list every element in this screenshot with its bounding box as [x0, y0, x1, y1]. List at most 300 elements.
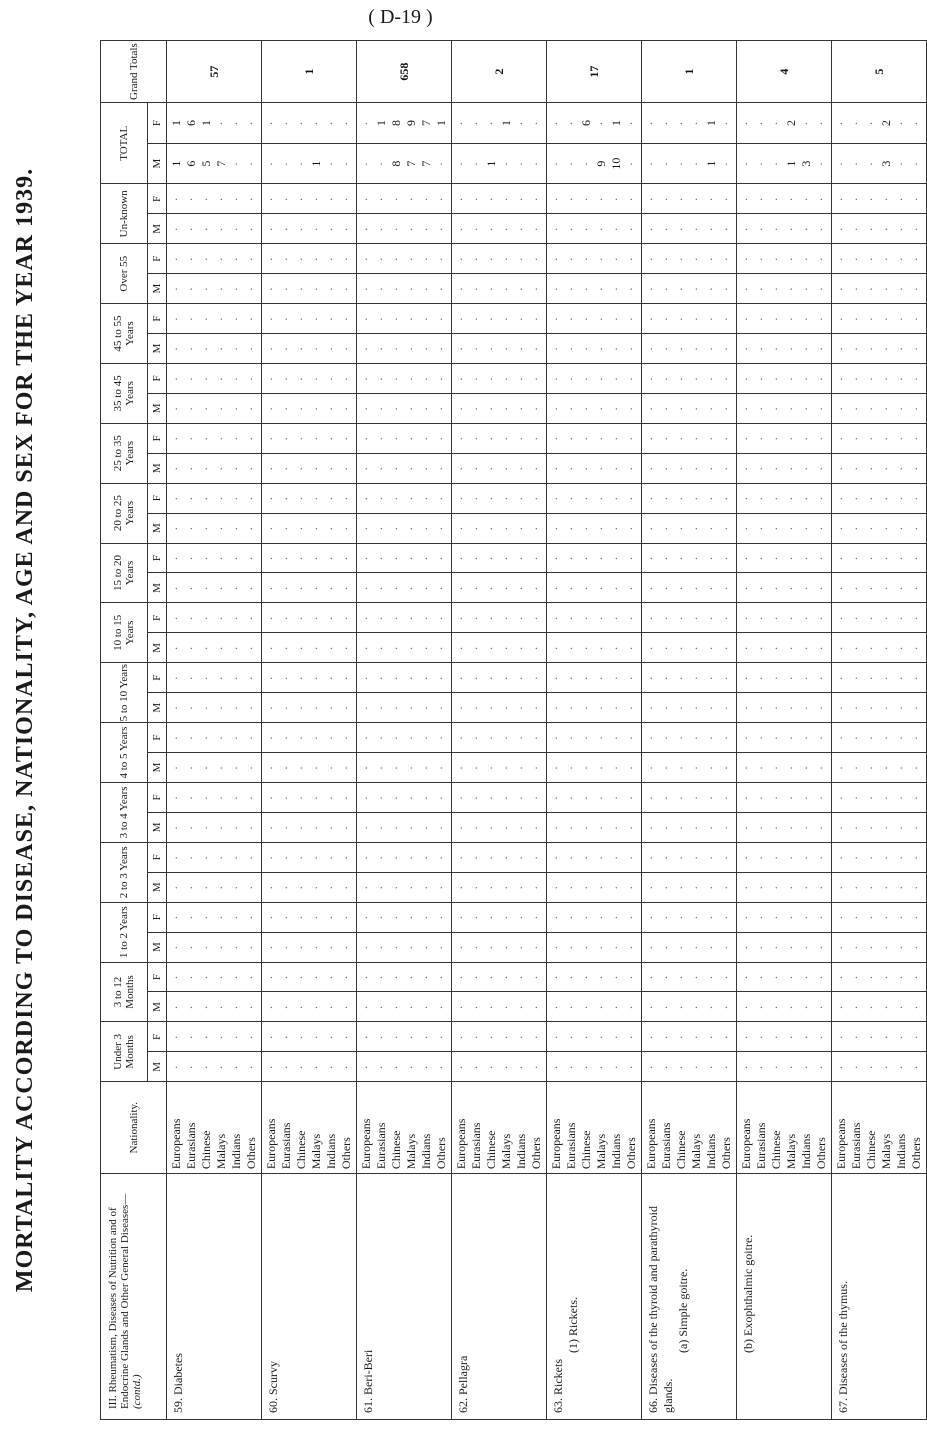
- empty-mark: ·: [469, 405, 483, 411]
- empty-mark: ·: [719, 615, 733, 621]
- empty-mark: ·: [814, 435, 828, 441]
- empty-mark: ·: [549, 884, 563, 890]
- empty-mark: ·: [594, 615, 608, 621]
- age-value-cell: [547, 753, 642, 783]
- empty-mark: ·: [834, 196, 848, 202]
- empty-mark: ·: [644, 854, 658, 860]
- age-header: 2 to 3 Years: [101, 842, 148, 902]
- empty-mark: ·: [454, 1004, 468, 1010]
- male-header: M: [148, 453, 167, 483]
- empty-mark: ·: [454, 226, 468, 232]
- empty-mark: ·: [754, 375, 768, 381]
- empty-mark: ·: [469, 495, 483, 501]
- empty-mark: ·: [849, 196, 863, 202]
- empty-mark: ·: [704, 585, 718, 591]
- empty-mark: ·: [469, 854, 483, 860]
- total-female-cell: [547, 103, 642, 144]
- empty-mark: ·: [184, 854, 198, 860]
- empty-mark: ·: [739, 1004, 753, 1010]
- total-value: ·: [309, 120, 323, 126]
- empty-mark: ·: [514, 585, 528, 591]
- age-value-cell: [167, 753, 262, 783]
- empty-mark: ·: [834, 735, 848, 741]
- empty-mark: ·: [294, 1004, 308, 1010]
- empty-mark: ·: [244, 346, 258, 352]
- empty-mark: ·: [184, 375, 198, 381]
- empty-mark: ·: [214, 286, 228, 292]
- empty-mark: ·: [894, 1064, 908, 1070]
- empty-mark: ·: [199, 794, 213, 800]
- age-value-cell: [167, 573, 262, 603]
- empty-mark: ·: [754, 675, 768, 681]
- empty-mark: ·: [294, 645, 308, 651]
- empty-mark: ·: [454, 375, 468, 381]
- empty-mark: ·: [514, 645, 528, 651]
- male-header: M: [148, 1052, 167, 1082]
- empty-mark: ·: [644, 914, 658, 920]
- empty-mark: ·: [849, 465, 863, 471]
- empty-mark: ·: [849, 375, 863, 381]
- empty-mark: ·: [529, 705, 543, 711]
- empty-mark: ·: [434, 465, 448, 471]
- empty-mark: ·: [404, 525, 418, 531]
- age-value-cell: [832, 902, 927, 932]
- empty-mark: ·: [454, 705, 468, 711]
- empty-mark: ·: [264, 435, 278, 441]
- empty-mark: ·: [549, 405, 563, 411]
- total-value: ·: [864, 120, 878, 126]
- total-value: ·: [324, 161, 338, 167]
- empty-mark: ·: [294, 465, 308, 471]
- empty-mark: ·: [689, 435, 703, 441]
- age-value-cell: [167, 633, 262, 663]
- nationality-label: Malays: [594, 1133, 608, 1170]
- age-value-cell: [737, 214, 832, 244]
- empty-mark: ·: [169, 435, 183, 441]
- empty-mark: ·: [359, 405, 373, 411]
- empty-mark: ·: [799, 435, 813, 441]
- age-value-cell: [262, 244, 357, 274]
- empty-mark: ·: [769, 316, 783, 322]
- empty-mark: ·: [579, 794, 593, 800]
- empty-mark: ·: [339, 1064, 353, 1070]
- total-value: ·: [739, 161, 753, 167]
- empty-mark: ·: [834, 1004, 848, 1010]
- empty-mark: ·: [184, 256, 198, 262]
- total-male-cell: [642, 143, 737, 184]
- empty-mark: ·: [689, 375, 703, 381]
- empty-mark: ·: [564, 765, 578, 771]
- empty-mark: ·: [339, 645, 353, 651]
- empty-mark: ·: [434, 405, 448, 411]
- empty-mark: ·: [719, 884, 733, 890]
- empty-mark: ·: [484, 316, 498, 322]
- empty-mark: ·: [264, 525, 278, 531]
- age-value-cell: [642, 633, 737, 663]
- male-header: M: [148, 992, 167, 1022]
- empty-mark: ·: [644, 286, 658, 292]
- nationality-label: Chinese: [484, 1130, 498, 1170]
- age-value-cell: [452, 753, 547, 783]
- empty-mark: ·: [529, 435, 543, 441]
- empty-mark: ·: [864, 465, 878, 471]
- empty-mark: ·: [879, 226, 893, 232]
- empty-mark: ·: [279, 465, 293, 471]
- empty-mark: ·: [199, 555, 213, 561]
- empty-mark: ·: [659, 645, 673, 651]
- nationality-cell: [452, 1082, 547, 1174]
- empty-mark: ·: [469, 525, 483, 531]
- empty-mark: ·: [564, 1034, 578, 1040]
- empty-mark: ·: [659, 884, 673, 890]
- empty-mark: ·: [674, 914, 688, 920]
- total-value: ·: [849, 120, 863, 126]
- empty-mark: ·: [324, 884, 338, 890]
- empty-mark: ·: [279, 256, 293, 262]
- empty-mark: ·: [214, 226, 228, 232]
- total-value: ·: [579, 161, 593, 167]
- empty-mark: ·: [294, 585, 308, 591]
- age-value-cell: [642, 453, 737, 483]
- empty-mark: ·: [909, 1004, 923, 1010]
- empty-mark: ·: [419, 405, 433, 411]
- empty-mark: ·: [799, 256, 813, 262]
- empty-mark: ·: [169, 1034, 183, 1040]
- age-value-cell: [737, 1052, 832, 1082]
- empty-mark: ·: [894, 435, 908, 441]
- male-header: M: [148, 753, 167, 783]
- age-value-cell: [167, 453, 262, 483]
- empty-mark: ·: [719, 824, 733, 830]
- empty-mark: ·: [754, 226, 768, 232]
- empty-mark: ·: [339, 316, 353, 322]
- empty-mark: ·: [864, 675, 878, 681]
- empty-mark: ·: [799, 1004, 813, 1010]
- empty-mark: ·: [624, 1034, 638, 1040]
- empty-mark: ·: [434, 615, 448, 621]
- empty-mark: ·: [374, 1034, 388, 1040]
- empty-mark: ·: [769, 555, 783, 561]
- age-value-cell: [737, 932, 832, 962]
- empty-mark: ·: [644, 705, 658, 711]
- disease-name: 67. Diseases of the thymus.: [836, 1281, 850, 1413]
- empty-mark: ·: [199, 435, 213, 441]
- empty-mark: ·: [374, 645, 388, 651]
- empty-mark: ·: [579, 435, 593, 441]
- empty-mark: ·: [359, 974, 373, 980]
- empty-mark: ·: [739, 226, 753, 232]
- empty-mark: ·: [499, 735, 513, 741]
- empty-mark: ·: [769, 824, 783, 830]
- empty-mark: ·: [909, 914, 923, 920]
- age-value-cell: [642, 304, 737, 334]
- empty-mark: ·: [469, 974, 483, 980]
- empty-mark: ·: [484, 256, 498, 262]
- empty-mark: ·: [499, 944, 513, 950]
- empty-mark: ·: [609, 914, 623, 920]
- total-value: ·: [659, 161, 673, 167]
- total-value: ·: [499, 161, 513, 167]
- empty-mark: ·: [624, 286, 638, 292]
- disease-cell: [167, 1174, 262, 1420]
- empty-mark: ·: [184, 1034, 198, 1040]
- empty-mark: ·: [689, 974, 703, 980]
- empty-mark: ·: [689, 316, 703, 322]
- age-value-cell: [547, 244, 642, 274]
- empty-mark: ·: [454, 645, 468, 651]
- age-value-cell: [452, 782, 547, 812]
- age-value-cell: [737, 723, 832, 753]
- empty-mark: ·: [644, 256, 658, 262]
- empty-mark: ·: [689, 226, 703, 232]
- empty-mark: ·: [339, 495, 353, 501]
- empty-mark: ·: [579, 765, 593, 771]
- empty-mark: ·: [674, 585, 688, 591]
- empty-mark: ·: [469, 316, 483, 322]
- empty-mark: ·: [389, 435, 403, 441]
- empty-mark: ·: [689, 465, 703, 471]
- empty-mark: ·: [469, 645, 483, 651]
- empty-mark: ·: [309, 884, 323, 890]
- empty-mark: ·: [244, 196, 258, 202]
- table-row: [357, 41, 452, 1420]
- age-value-cell: [357, 902, 452, 932]
- age-value-cell: [167, 334, 262, 364]
- empty-mark: ·: [469, 794, 483, 800]
- empty-mark: ·: [624, 226, 638, 232]
- empty-mark: ·: [434, 346, 448, 352]
- grand-totals-header: Grand Totals: [101, 41, 167, 103]
- empty-mark: ·: [214, 645, 228, 651]
- empty-mark: ·: [389, 555, 403, 561]
- empty-mark: ·: [309, 765, 323, 771]
- page-number: ( D-19 ): [368, 6, 433, 28]
- empty-mark: ·: [799, 794, 813, 800]
- empty-mark: ·: [689, 555, 703, 561]
- empty-mark: ·: [719, 286, 733, 292]
- empty-mark: ·: [784, 765, 798, 771]
- empty-mark: ·: [739, 944, 753, 950]
- empty-mark: ·: [454, 585, 468, 591]
- empty-mark: ·: [484, 854, 498, 860]
- empty-mark: ·: [324, 735, 338, 741]
- empty-mark: ·: [529, 226, 543, 232]
- empty-mark: ·: [849, 405, 863, 411]
- age-value-cell: [357, 453, 452, 483]
- total-value: ·: [769, 120, 783, 126]
- female-header: F: [148, 663, 167, 693]
- empty-mark: ·: [514, 1004, 528, 1010]
- empty-mark: ·: [689, 1064, 703, 1070]
- empty-mark: ·: [279, 525, 293, 531]
- empty-mark: ·: [484, 226, 498, 232]
- age-value-cell: [452, 1022, 547, 1052]
- empty-mark: ·: [484, 645, 498, 651]
- empty-mark: ·: [229, 525, 243, 531]
- female-header: F: [148, 962, 167, 992]
- empty-mark: ·: [184, 585, 198, 591]
- empty-mark: ·: [389, 705, 403, 711]
- empty-mark: ·: [529, 375, 543, 381]
- nationality-label: Indians: [324, 1133, 338, 1170]
- empty-mark: ·: [309, 675, 323, 681]
- empty-mark: ·: [754, 196, 768, 202]
- empty-mark: ·: [739, 1064, 753, 1070]
- empty-mark: ·: [609, 1004, 623, 1010]
- nationality-label: Chinese: [769, 1130, 783, 1170]
- age-value-cell: [262, 723, 357, 753]
- empty-mark: ·: [419, 1034, 433, 1040]
- empty-mark: ·: [719, 555, 733, 561]
- empty-mark: ·: [549, 765, 563, 771]
- age-value-cell: [642, 782, 737, 812]
- empty-mark: ·: [279, 645, 293, 651]
- empty-mark: ·: [184, 914, 198, 920]
- empty-mark: ·: [514, 375, 528, 381]
- empty-mark: ·: [484, 794, 498, 800]
- empty-mark: ·: [674, 765, 688, 771]
- empty-mark: ·: [184, 944, 198, 950]
- empty-mark: ·: [799, 585, 813, 591]
- empty-mark: ·: [894, 615, 908, 621]
- empty-mark: ·: [564, 316, 578, 322]
- male-header: M: [148, 693, 167, 723]
- empty-mark: ·: [689, 346, 703, 352]
- empty-mark: ·: [624, 794, 638, 800]
- age-value-cell: [167, 812, 262, 842]
- empty-mark: ·: [624, 705, 638, 711]
- empty-mark: ·: [834, 525, 848, 531]
- empty-mark: ·: [769, 525, 783, 531]
- empty-mark: ·: [469, 375, 483, 381]
- empty-mark: ·: [624, 765, 638, 771]
- empty-mark: ·: [214, 675, 228, 681]
- empty-mark: ·: [454, 765, 468, 771]
- empty-mark: ·: [339, 555, 353, 561]
- age-header: 5 to 10 Years: [101, 663, 148, 723]
- empty-mark: ·: [389, 794, 403, 800]
- age-value-cell: [547, 543, 642, 573]
- empty-mark: ·: [419, 854, 433, 860]
- empty-mark: ·: [324, 375, 338, 381]
- empty-mark: ·: [609, 824, 623, 830]
- empty-mark: ·: [324, 1064, 338, 1070]
- empty-mark: ·: [624, 256, 638, 262]
- disease-name: 61. Beri-Beri: [361, 1349, 375, 1413]
- empty-mark: ·: [549, 735, 563, 741]
- empty-mark: ·: [579, 914, 593, 920]
- empty-mark: ·: [484, 765, 498, 771]
- empty-mark: ·: [419, 375, 433, 381]
- empty-mark: ·: [784, 555, 798, 561]
- age-value-cell: [547, 423, 642, 453]
- empty-mark: ·: [579, 974, 593, 980]
- age-value-cell: [262, 992, 357, 1022]
- empty-mark: ·: [339, 405, 353, 411]
- empty-mark: ·: [214, 735, 228, 741]
- empty-mark: ·: [624, 525, 638, 531]
- empty-mark: ·: [389, 884, 403, 890]
- empty-mark: ·: [169, 914, 183, 920]
- empty-mark: ·: [689, 256, 703, 262]
- empty-mark: ·: [909, 286, 923, 292]
- empty-mark: ·: [454, 196, 468, 202]
- empty-mark: ·: [579, 1004, 593, 1010]
- empty-mark: ·: [214, 765, 228, 771]
- empty-mark: ·: [184, 465, 198, 471]
- empty-mark: ·: [564, 675, 578, 681]
- empty-mark: ·: [769, 944, 783, 950]
- empty-mark: ·: [849, 615, 863, 621]
- empty-mark: ·: [229, 555, 243, 561]
- age-value-cell: [452, 962, 547, 992]
- empty-mark: ·: [374, 854, 388, 860]
- empty-mark: ·: [909, 944, 923, 950]
- empty-mark: ·: [579, 735, 593, 741]
- empty-mark: ·: [894, 405, 908, 411]
- empty-mark: ·: [879, 555, 893, 561]
- empty-mark: ·: [644, 884, 658, 890]
- total-value: 10: [609, 157, 623, 170]
- empty-mark: ·: [689, 645, 703, 651]
- empty-mark: ·: [514, 914, 528, 920]
- empty-mark: ·: [799, 465, 813, 471]
- empty-mark: ·: [199, 615, 213, 621]
- empty-mark: ·: [419, 675, 433, 681]
- age-value-cell: [452, 603, 547, 633]
- empty-mark: ·: [169, 196, 183, 202]
- empty-mark: ·: [169, 256, 183, 262]
- empty-mark: ·: [674, 1064, 688, 1070]
- male-header: M: [148, 393, 167, 423]
- empty-mark: ·: [864, 286, 878, 292]
- empty-mark: ·: [529, 1034, 543, 1040]
- empty-mark: ·: [784, 854, 798, 860]
- age-value-cell: [452, 274, 547, 304]
- age-value-cell: [832, 992, 927, 1022]
- table-row: [547, 41, 642, 1420]
- empty-mark: ·: [624, 405, 638, 411]
- empty-mark: ·: [214, 346, 228, 352]
- empty-mark: ·: [469, 944, 483, 950]
- empty-mark: ·: [419, 914, 433, 920]
- empty-mark: ·: [624, 854, 638, 860]
- empty-mark: ·: [849, 435, 863, 441]
- nationality-label: Europeans: [549, 1118, 563, 1170]
- empty-mark: ·: [419, 555, 433, 561]
- empty-mark: ·: [404, 346, 418, 352]
- empty-mark: ·: [909, 735, 923, 741]
- empty-mark: ·: [229, 944, 243, 950]
- empty-mark: ·: [404, 675, 418, 681]
- empty-mark: ·: [594, 226, 608, 232]
- empty-mark: ·: [769, 405, 783, 411]
- empty-mark: ·: [434, 286, 448, 292]
- empty-mark: ·: [434, 854, 448, 860]
- empty-mark: ·: [309, 974, 323, 980]
- empty-mark: ·: [579, 645, 593, 651]
- empty-mark: ·: [909, 465, 923, 471]
- age-value-cell: [547, 214, 642, 244]
- age-value-cell: [737, 962, 832, 992]
- empty-mark: ·: [309, 495, 323, 501]
- empty-mark: ·: [659, 824, 673, 830]
- empty-mark: ·: [434, 495, 448, 501]
- empty-mark: ·: [644, 495, 658, 501]
- table-row: [737, 41, 832, 1420]
- empty-mark: ·: [564, 585, 578, 591]
- empty-mark: ·: [484, 705, 498, 711]
